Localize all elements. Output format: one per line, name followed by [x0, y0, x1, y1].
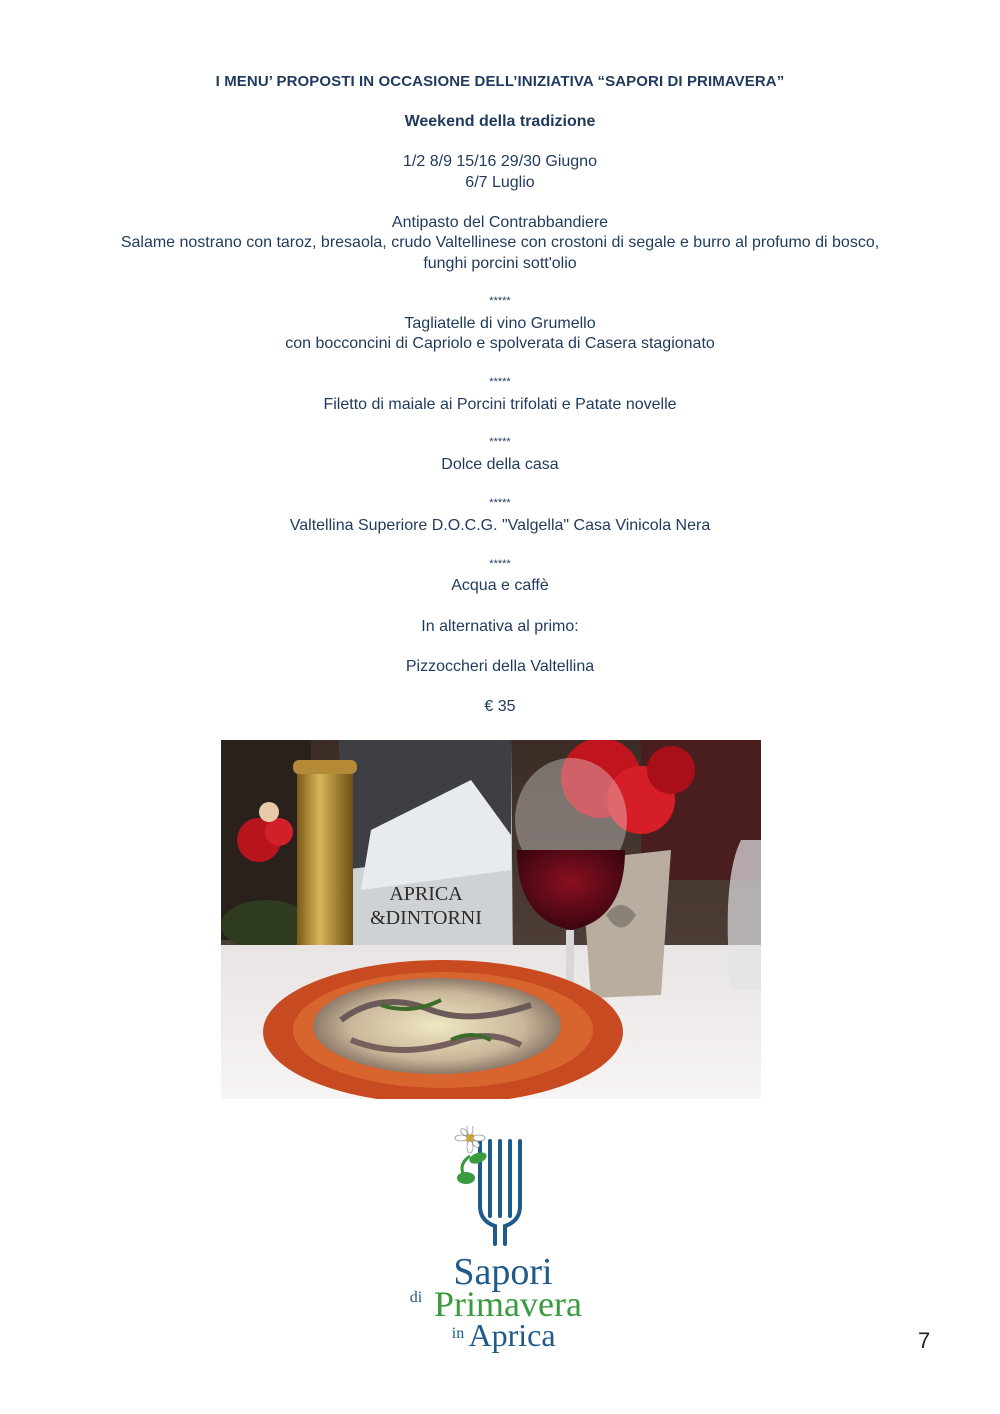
separator: ***** [489, 376, 511, 388]
primo-title: Tagliatelle di vino Grumello [404, 315, 596, 332]
leaf-icon [457, 1150, 488, 1184]
logo-word-aprica: Aprica [468, 1317, 556, 1353]
page-title: I MENU’ PROPOSTI IN OCCASIONE DELL’INIZIATIVA “SAPORI DI PRIMAVERA” [215, 73, 785, 90]
alternative-label: In alternativa al primo: [421, 618, 579, 635]
dolce: Dolce della casa [441, 456, 559, 473]
separator: ***** [489, 436, 511, 448]
antipasto-title: Antipasto del Contrabbandiere [391, 214, 609, 231]
sapori-di-primavera-logo [400, 1126, 600, 1360]
separator: ***** [489, 558, 511, 570]
logo-word-in: in [451, 1325, 465, 1342]
primo-description: con bocconcini di Capriolo e spolverata di Casera stagionato [285, 335, 715, 352]
price: € 35 [484, 698, 516, 715]
logo-word-primavera: Primavera [434, 1284, 582, 1324]
book-title-1: APRICA [389, 883, 463, 905]
antipasto-description-2: funghi porcini sott'olio [423, 255, 577, 272]
page-number: 7 [918, 1328, 931, 1353]
separator: ***** [489, 497, 511, 509]
alternative-dish: Pizzoccheri della Valtellina [405, 658, 595, 675]
food-photo [221, 740, 761, 1099]
acqua-caffe: Acqua e caffè [451, 577, 549, 594]
logo-word-di: di [409, 1289, 423, 1306]
separator: ***** [489, 295, 511, 307]
dates-line-2: 6/7 Luglio [465, 174, 535, 191]
book-title-2: &DINTORNI [370, 907, 482, 929]
antipasto-description: Salame nostrano con taroz, bresaola, crudo Valtellinese con crostoni di segale e burro al profumo di bosco, [120, 234, 880, 251]
vino: Valtellina Superiore D.O.C.G. "Valgella" Casa Vinicola Nera [289, 517, 711, 534]
secondo: Filetto di maiale ai Porcini trifolati e Patate novelle [323, 396, 677, 413]
menu-subtitle: Weekend della tradizione [404, 113, 596, 130]
dates-line-1: 1/2 8/9 15/16 29/30 Giugno [403, 153, 597, 170]
logo-word-sapori: Sapori [453, 1251, 553, 1293]
